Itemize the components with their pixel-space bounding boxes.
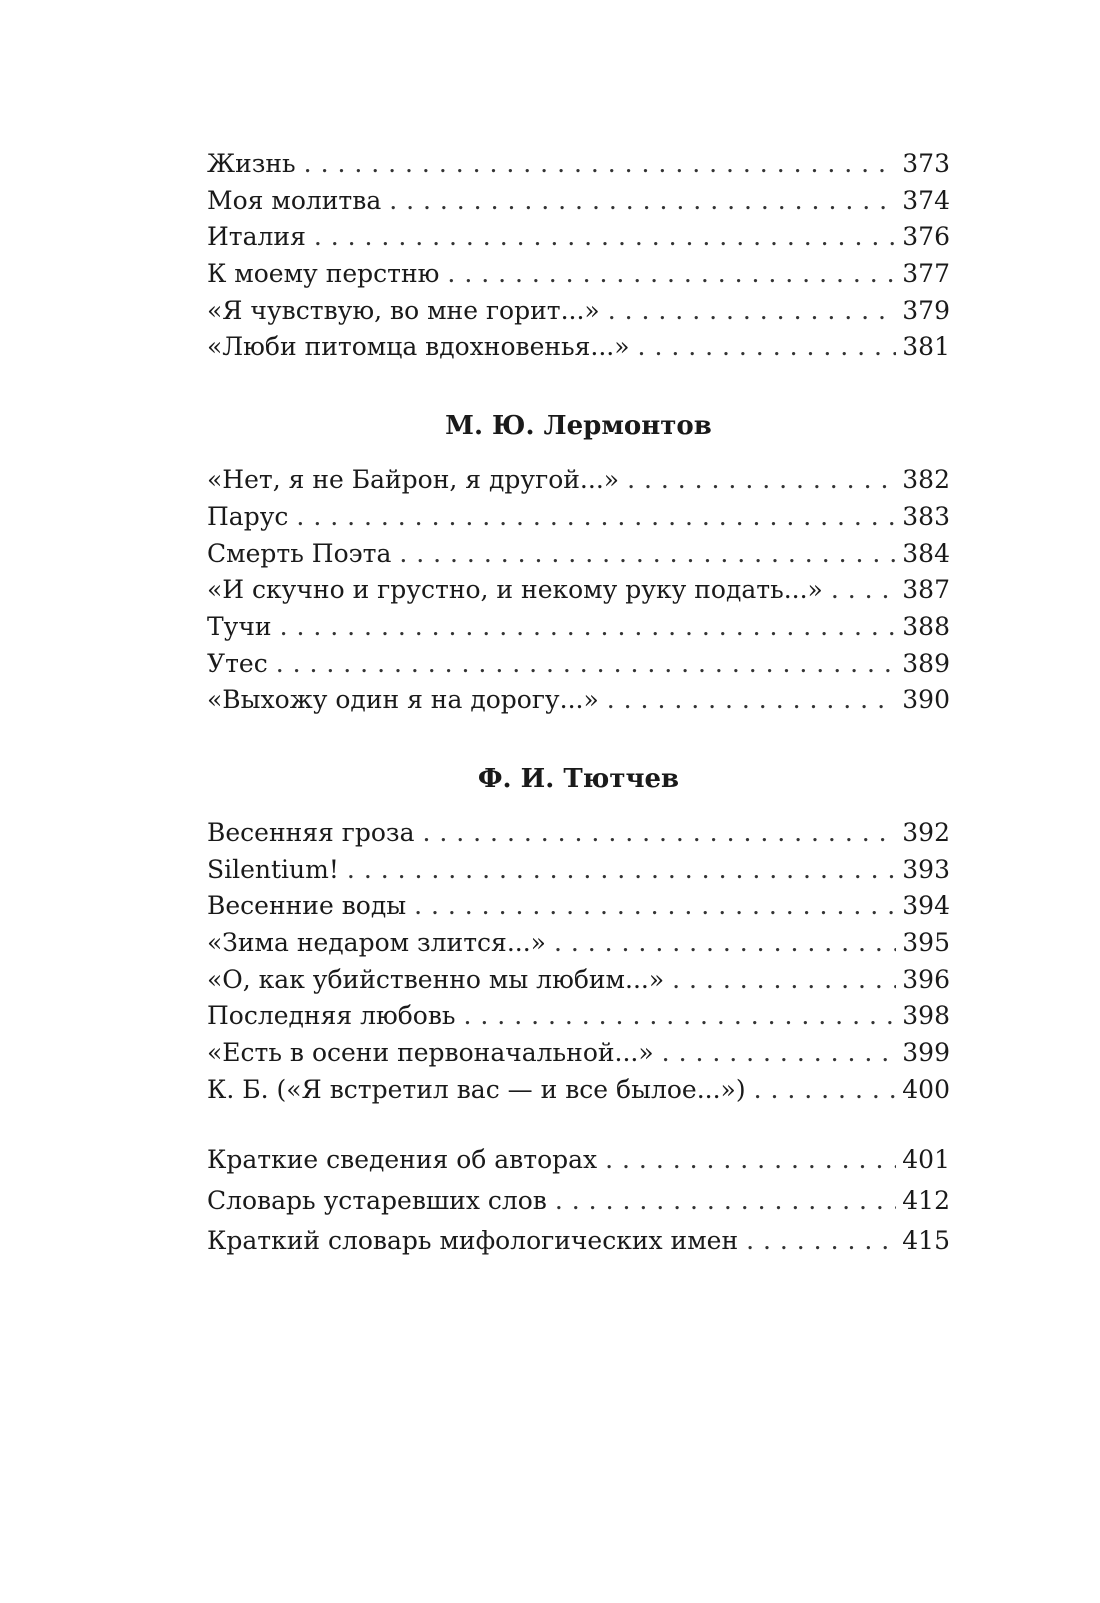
toc-entry-page: 412 xyxy=(902,1185,950,1215)
toc-entry[interactable] xyxy=(207,1181,950,1222)
toc-entry[interactable] xyxy=(207,293,950,330)
toc-entry-title: «О, как убийственно мы любим...» xyxy=(207,964,665,994)
toc-entry-title: Весенняя гроза xyxy=(207,817,415,847)
toc-entry[interactable] xyxy=(207,1035,950,1072)
toc-entry-title: Жизнь xyxy=(207,149,296,178)
toc-entry[interactable] xyxy=(207,925,950,962)
toc-entry[interactable] xyxy=(207,462,950,499)
toc-entry-page: 373 xyxy=(902,149,950,178)
leader-dots xyxy=(605,1140,896,1181)
leader-dots xyxy=(662,1035,897,1072)
toc-entry[interactable] xyxy=(207,329,950,366)
toc-entry[interactable] xyxy=(207,146,950,183)
toc-entry-page: 400 xyxy=(902,1074,950,1104)
toc-entry[interactable] xyxy=(207,499,950,536)
toc-entry-page: 383 xyxy=(902,501,950,531)
spacer xyxy=(207,366,950,408)
toc-entry[interactable] xyxy=(207,536,950,573)
leader-dots xyxy=(627,462,896,499)
toc-entry-title: «Нет, я не Байрон, я другой...» xyxy=(207,465,620,495)
leader-dots xyxy=(555,1181,896,1222)
leader-dots xyxy=(422,815,896,852)
toc-entry-page: 390 xyxy=(902,685,950,715)
leader-dots xyxy=(672,962,896,999)
toc-entry-page: 401 xyxy=(902,1145,950,1175)
toc-entry-title: «Выхожу один я на дорогу...» xyxy=(207,685,599,715)
toc-entry-page: 387 xyxy=(902,575,950,605)
toc-entry[interactable] xyxy=(207,815,950,852)
toc-entry-title: Моя молитва xyxy=(207,185,382,215)
toc-entry-page: 398 xyxy=(902,1001,950,1031)
leader-dots xyxy=(746,1221,896,1262)
toc-entry-page: 381 xyxy=(902,332,950,362)
toc-intro-list xyxy=(207,146,950,366)
toc-entry-page: 399 xyxy=(902,1038,950,1068)
toc-entry[interactable] xyxy=(207,888,950,925)
toc-entry-title: Смерть Поэта xyxy=(207,538,392,568)
leader-dots xyxy=(414,888,896,925)
leader-dots xyxy=(638,329,897,366)
toc-entry[interactable] xyxy=(207,183,950,220)
leader-dots xyxy=(608,293,897,330)
leader-dots xyxy=(314,219,896,256)
toc-tyutchev-list xyxy=(207,815,950,1109)
toc-entry-page: 389 xyxy=(902,648,950,678)
leader-dots xyxy=(831,572,896,609)
spacer xyxy=(207,797,950,815)
toc-entry-page: 382 xyxy=(902,465,950,495)
toc-entry-title: Последняя любовь xyxy=(207,1001,456,1031)
toc-entry-title: «И скучно и грустно, и некому руку подать...» xyxy=(207,575,823,605)
toc-entry-title: Словарь устаревших слов xyxy=(207,1185,547,1215)
toc-entry[interactable] xyxy=(207,998,950,1035)
toc-entry-page: 374 xyxy=(902,185,950,215)
spacer xyxy=(207,1108,950,1140)
toc-entry[interactable] xyxy=(207,1221,950,1262)
toc-entry-page: 393 xyxy=(902,854,950,884)
leader-dots xyxy=(464,998,897,1035)
table-of-contents xyxy=(207,146,950,1262)
toc-entry[interactable] xyxy=(207,682,950,719)
toc-entry-title: Тучи xyxy=(207,611,272,641)
toc-lermontov-list xyxy=(207,462,950,719)
toc-entry-title: «Есть в осени первоначальной...» xyxy=(207,1038,654,1068)
toc-entry-page: 388 xyxy=(902,611,950,641)
leader-dots xyxy=(304,146,897,183)
leader-dots xyxy=(554,925,896,962)
leader-dots xyxy=(607,682,897,719)
toc-entry-page: 392 xyxy=(902,817,950,847)
toc-entry-page: 379 xyxy=(902,295,950,325)
toc-entry-title: «Зима недаром злится...» xyxy=(207,928,546,957)
toc-entry-title: К. Б. («Я встретил вас — и все былое...») xyxy=(207,1074,746,1104)
toc-entry-page: 384 xyxy=(902,538,950,568)
toc-entry[interactable] xyxy=(207,962,950,999)
leader-dots xyxy=(296,499,896,536)
toc-entry[interactable] xyxy=(207,572,950,609)
toc-entry[interactable] xyxy=(207,219,950,256)
toc-entry-title: Краткий словарь мифологических имен xyxy=(207,1226,739,1256)
section-heading-lermontov: М. Ю. Лермонтов xyxy=(445,411,712,442)
toc-entry-page: 394 xyxy=(902,891,950,921)
toc-entry-title: Утес xyxy=(207,648,268,678)
toc-entry-title: «Люби питомца вдохновенья...» xyxy=(207,332,630,362)
leader-dots xyxy=(276,646,897,683)
toc-entry-title: «Я чувствую, во мне горит...» xyxy=(207,295,600,325)
toc-appendix-list xyxy=(207,1140,950,1262)
toc-entry[interactable] xyxy=(207,852,950,889)
toc-entry-title: Весенние воды xyxy=(207,891,407,921)
leader-dots xyxy=(447,256,896,293)
toc-entry-page: 396 xyxy=(902,964,950,994)
spacer xyxy=(207,719,950,761)
leader-dots xyxy=(347,852,896,889)
toc-entry-page: 395 xyxy=(902,928,950,957)
spacer xyxy=(207,444,950,462)
toc-entry[interactable] xyxy=(207,1072,950,1109)
leader-dots xyxy=(280,609,897,646)
toc-entry-title: Италия xyxy=(207,222,306,252)
toc-entry[interactable] xyxy=(207,1140,950,1181)
toc-entry-title: Краткие сведения об авторах xyxy=(207,1145,598,1175)
toc-entry-page: 377 xyxy=(902,259,950,289)
section-heading-tyutchev: Ф. И. Тютчев xyxy=(477,763,680,794)
toc-entry[interactable] xyxy=(207,646,950,683)
toc-entry-title: Silentium! xyxy=(207,854,339,884)
leader-dots xyxy=(399,536,896,573)
toc-entry-page: 376 xyxy=(902,222,950,252)
leader-dots xyxy=(389,183,896,220)
leader-dots xyxy=(754,1072,897,1109)
toc-entry-page: 415 xyxy=(902,1226,950,1256)
toc-entry[interactable] xyxy=(207,609,950,646)
toc-entry-title: К моему перстню xyxy=(207,259,440,289)
toc-entry[interactable] xyxy=(207,256,950,293)
toc-entry-title: Парус xyxy=(207,501,289,531)
